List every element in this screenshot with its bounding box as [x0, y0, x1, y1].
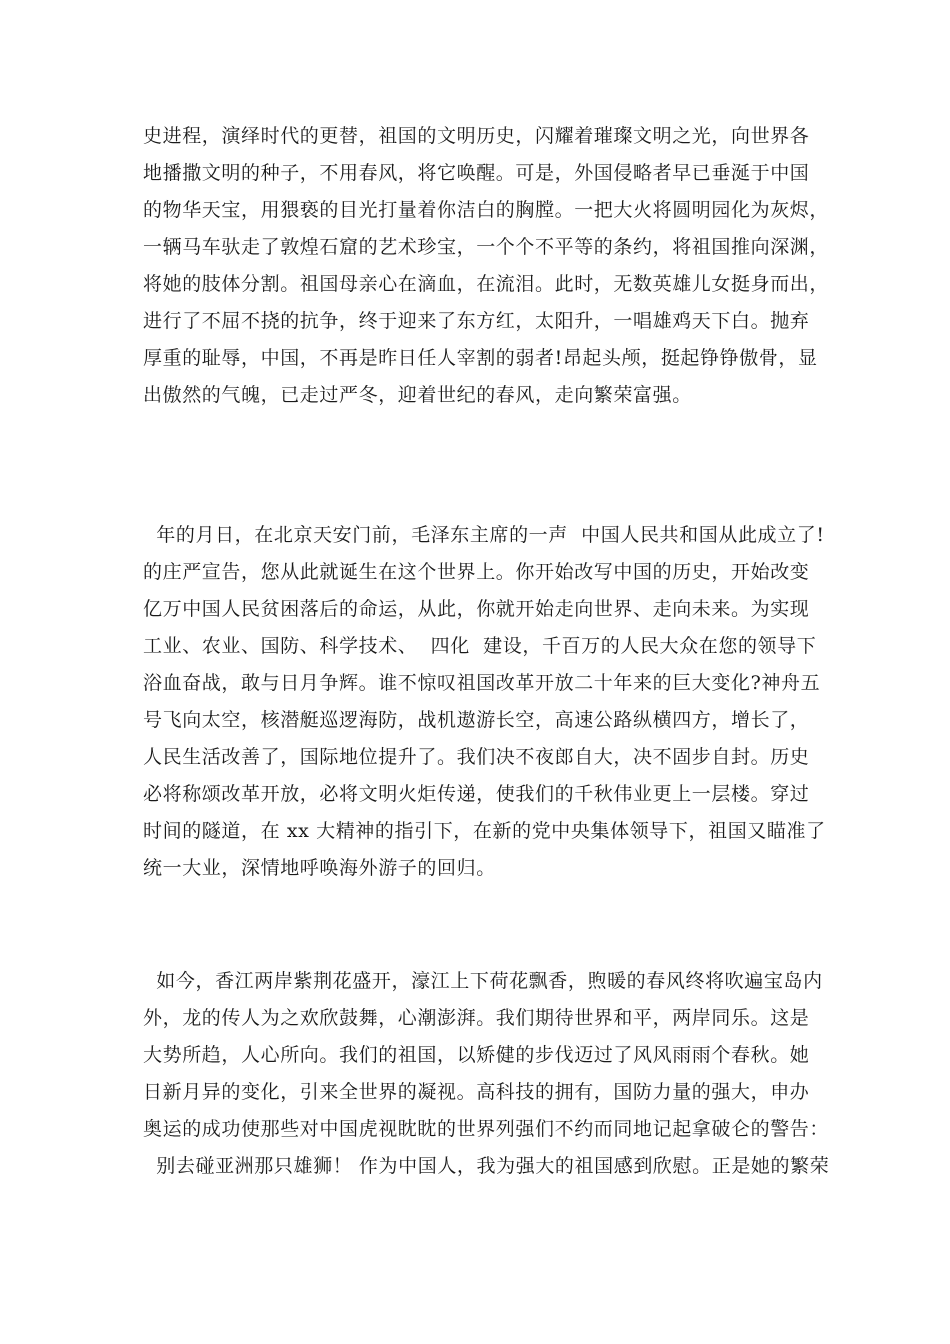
text-line: 的庄严宣告，您从此就诞生在这个世界上。你开始改写中国的历史，开始改变	[143, 561, 810, 583]
text-line: 史进程，演绎时代的更替，祖国的文明历史，闪耀着璀璨文明之光，向世界各	[143, 125, 810, 147]
paragraph-founding	[143, 517, 826, 887]
text-line: 人民生活改善了，国际地位提升了。我们决不夜郎自大，决不固步自封。历史	[143, 746, 810, 768]
text-line: 的物华天宝，用猥亵的目光打量着你洁白的胸膛。一把大火将圆明园化为灰烬，	[143, 199, 830, 221]
text-line: 一辆马车驮走了敦煌石窟的艺术珍宝，一个个不平等的条约，将祖国推向深渊，	[143, 236, 830, 258]
text-line: 大势所趋，人心所向。我们的祖国，以矫健的步伐迈过了风风雨雨个春秋。她	[143, 1044, 810, 1066]
text-line: 年的月日，在北京天安门前，毛泽东主席的一声 中国人民共和国从此成立了!	[143, 524, 825, 546]
text-line: 日新月异的变化，引来全世界的凝视。高科技的拥有，国防力量的强大，申办	[143, 1081, 810, 1103]
text-line: 浴血奋战，敢与日月争辉。谁不惊叹祖国改革开放二十年来的巨大变化?神舟五	[143, 672, 821, 694]
paragraph-today	[143, 963, 830, 1185]
text-line: 将她的肢体分割。祖国母亲心在滴血，在流泪。此时，无数英雄儿女挺身而出，	[143, 273, 830, 295]
text-line: 厚重的耻辱，中国，不再是昨日任人宰割的弱者!昂起头颅，挺起铮铮傲骨，显	[143, 347, 818, 369]
text-line: 别去碰亚洲那只雄狮！ 作为中国人，我为强大的祖国感到欣慰。正是她的繁荣	[143, 1155, 830, 1177]
text-line: 必将称颂改革开放，必将文明火炬传递，使我们的千秋伟业更上一层楼。穿过	[143, 783, 810, 805]
paragraph-history	[143, 118, 830, 414]
text-line: 地播撒文明的种子，不用春风，将它唤醒。可是，外国侵略者早已垂涎于中国	[143, 162, 810, 184]
text-line: 亿万中国人民贫困落后的命运，从此，你就开始走向世界、走向未来。为实现	[143, 598, 810, 620]
text-line: 出傲然的气魄，已走过严冬，迎着世纪的春风，走向繁荣富强。	[143, 384, 692, 406]
text-line: 统一大业，深情地呼唤海外游子的回归。	[143, 857, 496, 879]
text-line: 外，龙的传人为之欢欣鼓舞，心潮澎湃。我们期待世界和平，两岸同乐。这是	[143, 1007, 810, 1029]
text-line: 进行了不屈不挠的抗争，终于迎来了东方红，太阳升，一唱雄鸡天下白。抛弃	[143, 310, 810, 332]
text-line: 时间的隧道，在 xx 大精神的指引下，在新的党中央集体领导下，祖国又瞄准了	[143, 820, 826, 842]
text-line: 如今，香江两岸紫荆花盛开，濠江上下荷花飘香，煦暖的春风终将吹遍宝岛内	[143, 970, 823, 992]
text-line: 号飞向太空，核潜艇巡逻海防，战机遨游长空，高速公路纵横四方，增长了，	[143, 709, 810, 731]
text-line: 工业、农业、国防、科学技术、 四化 建设，千百万的人民大众在您的领导下	[143, 635, 817, 657]
text-line: 奥运的成功使那些对中国虎视眈眈的世界列强们不约而同地记起拿破仑的警告：	[143, 1118, 830, 1140]
